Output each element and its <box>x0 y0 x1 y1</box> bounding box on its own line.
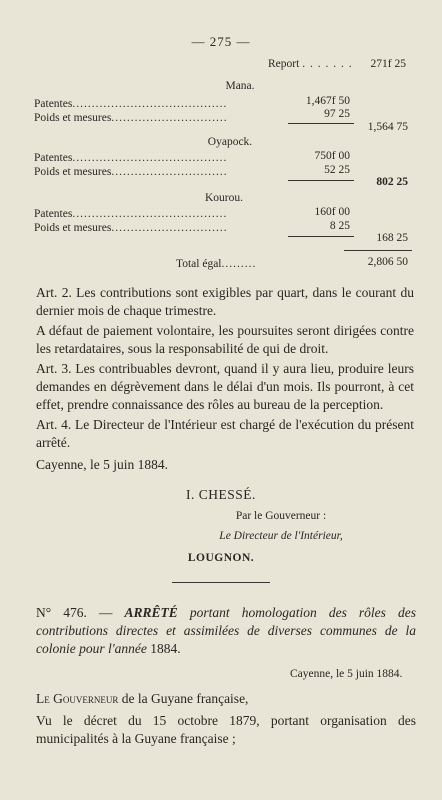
row-oyapock-patentes <box>34 152 227 164</box>
decree-title: ARRÊTÉ <box>124 605 178 620</box>
decree-dash: — <box>86 605 125 620</box>
row-mana-patentes <box>34 98 227 110</box>
signature-name: I. CHESSÉ. <box>186 487 256 502</box>
row-kourou-poids <box>34 222 228 234</box>
row-label: Poids et mesures <box>34 112 112 124</box>
row-amount: 52 25 <box>324 164 350 176</box>
row-label: Poids et mesures <box>34 166 112 178</box>
row-dots: ........................................ <box>72 98 228 110</box>
section-title-mana: Mana. <box>225 80 255 92</box>
decree-date: Cayenne, le 5 juin 1884. <box>290 668 403 680</box>
section-title-oyapock: Oyapock. <box>207 136 253 148</box>
subtotal-mana: 1,564 75 <box>367 121 408 133</box>
row-amount: 1,467f 50 <box>305 95 350 107</box>
subtotal-rule <box>288 236 354 237</box>
signature-par: Par le Gouverneur : <box>235 510 327 522</box>
row-label: Patentes <box>34 152 73 164</box>
row-dots: ........................................ <box>72 208 228 220</box>
row-amount: 160f 00 <box>314 206 350 218</box>
row-label: Patentes <box>34 98 73 110</box>
row-label: Poids et mesures <box>34 222 112 234</box>
row-amount: 8 25 <box>329 220 350 232</box>
row-dots: .............................. <box>111 222 228 234</box>
page-number: — 275 — <box>191 34 251 49</box>
report-text: Report <box>268 58 300 70</box>
total-label <box>176 258 256 270</box>
subtotal-oyapock: 802 25 <box>376 176 408 188</box>
article-2-continued: A défaut de paiement volontaire, les poursuites seront dirigées contre les retardataires, sous la responsabilité de qui de droit. <box>36 323 414 356</box>
signature-director: LOUGNON. <box>187 552 255 564</box>
subtotal-rule <box>288 123 354 124</box>
row-amount: 750f 00 <box>314 150 350 162</box>
row-kourou-patentes <box>34 208 227 220</box>
decree-text: portant homologation des rôles des contributions directes et assimilées de diverses communes de la colonie pour l'année <box>36 605 416 656</box>
row-label: Patentes <box>34 208 73 220</box>
total-amount: 2,806 50 <box>367 256 408 268</box>
total-rule <box>344 250 412 251</box>
separator-rule <box>172 582 270 583</box>
subtotal-rule <box>288 180 354 181</box>
subtotal-kourou: 168 25 <box>376 232 408 244</box>
row-dots: .............................. <box>111 112 228 124</box>
article-2: Art. 2. Les contributions sont exigibles par quart, dans le courant du dernier mois de chaque trimestre. <box>36 285 414 318</box>
row-amount: 97 25 <box>324 108 350 120</box>
governor-title: Le Gouverneur <box>36 691 119 706</box>
decree-number: N° 476. <box>36 605 87 620</box>
report-amount: 271f 25 <box>370 58 406 70</box>
report-label <box>268 58 353 70</box>
decree-year: 1884. <box>150 641 181 656</box>
decree-heading <box>36 604 416 658</box>
row-dots: ........................................ <box>72 152 228 164</box>
report-dots: . . . . . . . <box>302 58 353 70</box>
signature-role: Le Directeur de l'Intérieur, <box>219 530 343 542</box>
row-mana-poids <box>34 112 228 124</box>
row-oyapock-poids <box>34 166 228 178</box>
row-dots: .............................. <box>111 166 228 178</box>
section-title-kourou: Kourou. <box>204 192 243 204</box>
article-3: Art. 3. Les contribuables devront, quand il y aura lieu, produire leurs demandes en dégrèvement dans le délai d'un mois. Ils pourront, à cet effet, prendre connaissance des rôles au bureau de la perception. <box>36 361 414 412</box>
governor-rest: de la Guyane française, <box>118 691 249 706</box>
place-date: Cayenne, le 5 juin 1884. <box>36 457 168 472</box>
decree-vu: Vu le décret du 15 octobre 1879, portant organisation des municipalités à la Guyane française ; <box>36 713 416 746</box>
governor-line <box>36 690 248 708</box>
total-dots: ......... <box>221 258 257 270</box>
article-4: Art. 4. Le Directeur de l'Intérieur est chargé de l'exécution du présent arrêté. <box>36 417 414 450</box>
total-text: Total égal <box>176 258 222 270</box>
